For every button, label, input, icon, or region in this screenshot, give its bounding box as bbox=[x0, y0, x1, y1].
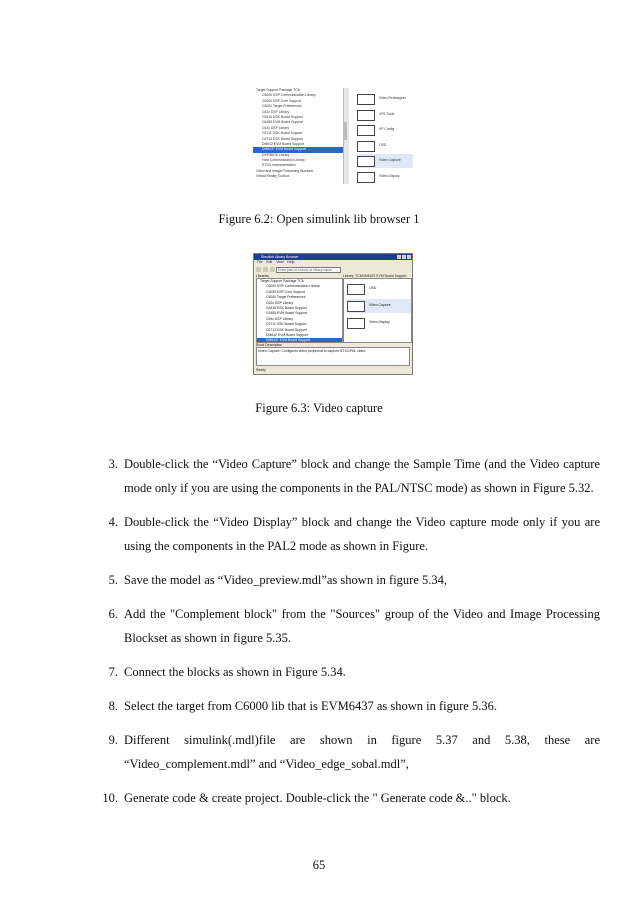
menu-bar[interactable]: File Edit View Help bbox=[257, 260, 295, 264]
status-bar: Ready bbox=[256, 368, 266, 372]
step-item bbox=[90, 510, 600, 558]
tree-item[interactable]: DM6437 EVM Board Support bbox=[253, 147, 343, 152]
page-number: 65 bbox=[312, 858, 326, 872]
step-number: 6. bbox=[108, 607, 118, 621]
tree-item[interactable]: C6000 Target Preferences bbox=[266, 295, 306, 300]
tree-item[interactable]: Host Communication Library bbox=[262, 158, 305, 163]
description-label: Block Description bbox=[256, 343, 283, 347]
step-text: Double-click the “Video Display” block and change the Video capture mode only if you are using the components in the PAL2 mode as shown in Figure. bbox=[124, 515, 600, 553]
step-text: Add the "Complement block" from the "Sources" group of the Video and Image Processing Blockset as shown in figure 5.35. bbox=[124, 607, 600, 645]
block-icon bbox=[347, 284, 365, 295]
tree-item[interactable]: DM642 EVM Board Support bbox=[266, 332, 309, 337]
tree-item[interactable]: DM642 EVM Board Support bbox=[262, 141, 305, 146]
block-icon bbox=[357, 172, 375, 183]
tree-item[interactable]: C64x DSP Library bbox=[262, 125, 290, 130]
tree-item[interactable]: C6000 DSP Communication Library bbox=[266, 284, 320, 289]
step-text: Different simulink(.mdl)file are shown in figure 5.37 and 5.38, these are “Video_complement.mdl” and “Video_edge_sobal.mdl”, bbox=[124, 733, 600, 771]
toolbar bbox=[254, 265, 412, 273]
block-label: Video Display bbox=[369, 320, 390, 324]
step-item bbox=[90, 452, 600, 500]
block-item[interactable] bbox=[357, 92, 413, 106]
figure-caption-2: Figure 6.3: Video capture bbox=[255, 401, 383, 415]
tree-item[interactable]: Target Support Package TC6 bbox=[256, 88, 300, 92]
block-description: Video Capture: Configures video peripheral to capture NTSC/PAL video. bbox=[256, 347, 410, 366]
block-item[interactable] bbox=[357, 123, 413, 137]
step-number: 8. bbox=[108, 699, 118, 713]
tree-item[interactable]: C6713 DSK Board Support bbox=[266, 327, 307, 332]
step-item bbox=[90, 728, 600, 776]
block-label: VP6 Tools bbox=[379, 111, 395, 116]
step-item bbox=[90, 694, 600, 718]
tree-scrollbar-thumb[interactable] bbox=[344, 122, 347, 140]
library-path-label: Library: TC6/DM6437 EVM Board Support bbox=[343, 274, 407, 278]
tree-item[interactable]: Video and Image Processing Blockset bbox=[256, 168, 314, 173]
tree-item[interactable]: C6000 DSP Core Support bbox=[266, 289, 305, 294]
step-text: Generate code & create project. Double-click the " Generate code &.." block. bbox=[124, 791, 511, 805]
close-icon[interactable] bbox=[407, 255, 411, 259]
figure-video-capture bbox=[253, 253, 413, 375]
step-number: 3. bbox=[108, 457, 118, 471]
block-icon bbox=[357, 110, 375, 121]
block-item[interactable] bbox=[347, 282, 411, 296]
new-model-icon[interactable] bbox=[256, 267, 261, 272]
step-text: Double-click the “Video Capture” block and change the Sample Time (and the Video capture mode only if you are using the components in the PAL/NTSC mode) as shown in Figure 5.32. bbox=[124, 457, 600, 495]
tree-item[interactable]: C6000 DSP Communication Library bbox=[262, 93, 316, 98]
block-label: Video Capture bbox=[369, 303, 391, 307]
block-icon bbox=[357, 141, 375, 152]
step-item bbox=[90, 786, 600, 810]
step-item bbox=[90, 660, 600, 684]
block-item[interactable] bbox=[357, 108, 413, 122]
block-item[interactable] bbox=[347, 316, 411, 330]
window-title-bar bbox=[254, 254, 412, 260]
step-number: 7. bbox=[108, 665, 118, 679]
tree-item[interactable]: C6713 DSK Board Support bbox=[262, 136, 303, 141]
step-text: Connect the blocks as shown in Figure 5.34. bbox=[124, 665, 346, 679]
step-number: 10. bbox=[102, 791, 118, 805]
block-item[interactable] bbox=[357, 170, 413, 184]
block-icon bbox=[357, 156, 375, 167]
figure-lib-browser-1 bbox=[253, 88, 413, 190]
window-title: Simulink Library Browser bbox=[261, 255, 299, 259]
tree-item[interactable]: C6000 Target Preferences bbox=[262, 104, 302, 109]
window-controls bbox=[397, 255, 411, 259]
block-item[interactable] bbox=[357, 139, 413, 153]
tree-item[interactable]: RTDX Instrumentation bbox=[262, 163, 296, 168]
step-number: 5. bbox=[108, 573, 118, 587]
block-icon bbox=[357, 94, 375, 105]
block-item[interactable] bbox=[347, 299, 411, 313]
tree-item[interactable]: DSP/BIOS Library bbox=[262, 152, 290, 157]
tree-item[interactable]: C62x DSP Library bbox=[266, 300, 294, 305]
tree-item[interactable] bbox=[253, 180, 343, 185]
tree-item[interactable]: C6455 EVM Board Support bbox=[262, 120, 304, 125]
tree-item[interactable]: C6416 DSK Board Support bbox=[266, 305, 307, 310]
step-number: 4. bbox=[108, 515, 118, 529]
tree-item[interactable]: C64x DSP Library bbox=[266, 316, 294, 321]
block-label: Video Display bbox=[379, 173, 400, 178]
block-list bbox=[343, 278, 412, 343]
step-item bbox=[90, 568, 600, 592]
tree-item[interactable]: C6711 DSK Board Support bbox=[266, 322, 307, 327]
block-label: VP Config bbox=[379, 127, 395, 131]
step-list bbox=[90, 452, 600, 820]
block-icon bbox=[347, 301, 365, 312]
block-label: Video Redesigner bbox=[379, 96, 406, 100]
tree-item[interactable]: C6000 DSP Core Support bbox=[262, 98, 301, 103]
block-label: OSD bbox=[379, 142, 387, 147]
block-label: Video Capture bbox=[379, 158, 401, 162]
block-label: OSD bbox=[369, 286, 377, 290]
step-number: 9. bbox=[108, 733, 118, 747]
block-icon bbox=[357, 125, 375, 136]
find-icon[interactable] bbox=[270, 267, 275, 272]
tree-item[interactable]: C62x DSP Library bbox=[262, 109, 290, 114]
block-item[interactable] bbox=[357, 154, 413, 168]
block-list bbox=[357, 92, 413, 184]
step-text: Select the target from C6000 lib that is EVM6437 as shown in figure 5.36. bbox=[124, 699, 497, 713]
tree-item[interactable]: C6711 DSK Board Support bbox=[262, 131, 303, 136]
pin-icon[interactable] bbox=[263, 267, 268, 272]
step-item bbox=[90, 602, 600, 650]
tree-item[interactable]: Virtual Reality Toolbox bbox=[256, 174, 290, 179]
search-input[interactable]: Enter part of a block or library name bbox=[276, 267, 341, 274]
tree-item[interactable]: C6455 EVM Board Support bbox=[266, 311, 308, 316]
libraries-label: Libraries bbox=[256, 274, 270, 278]
library-tree[interactable] bbox=[253, 88, 343, 190]
library-tree[interactable] bbox=[256, 278, 343, 343]
tree-item[interactable]: DM6437 EVM Board Support bbox=[257, 338, 342, 343]
maximize-icon[interactable] bbox=[402, 255, 406, 259]
minimize-icon[interactable] bbox=[397, 255, 401, 259]
figure-caption-1: Figure 6.2: Open simulink lib browser 1 bbox=[218, 212, 420, 226]
tree-item[interactable]: Target Support Package TC6 bbox=[260, 279, 304, 283]
step-text: Save the model as “Video_preview.mdl”as shown in figure 5.34, bbox=[124, 573, 448, 587]
block-icon bbox=[347, 318, 365, 329]
tree-item[interactable]: C6416 DSK Board Support bbox=[262, 114, 303, 119]
